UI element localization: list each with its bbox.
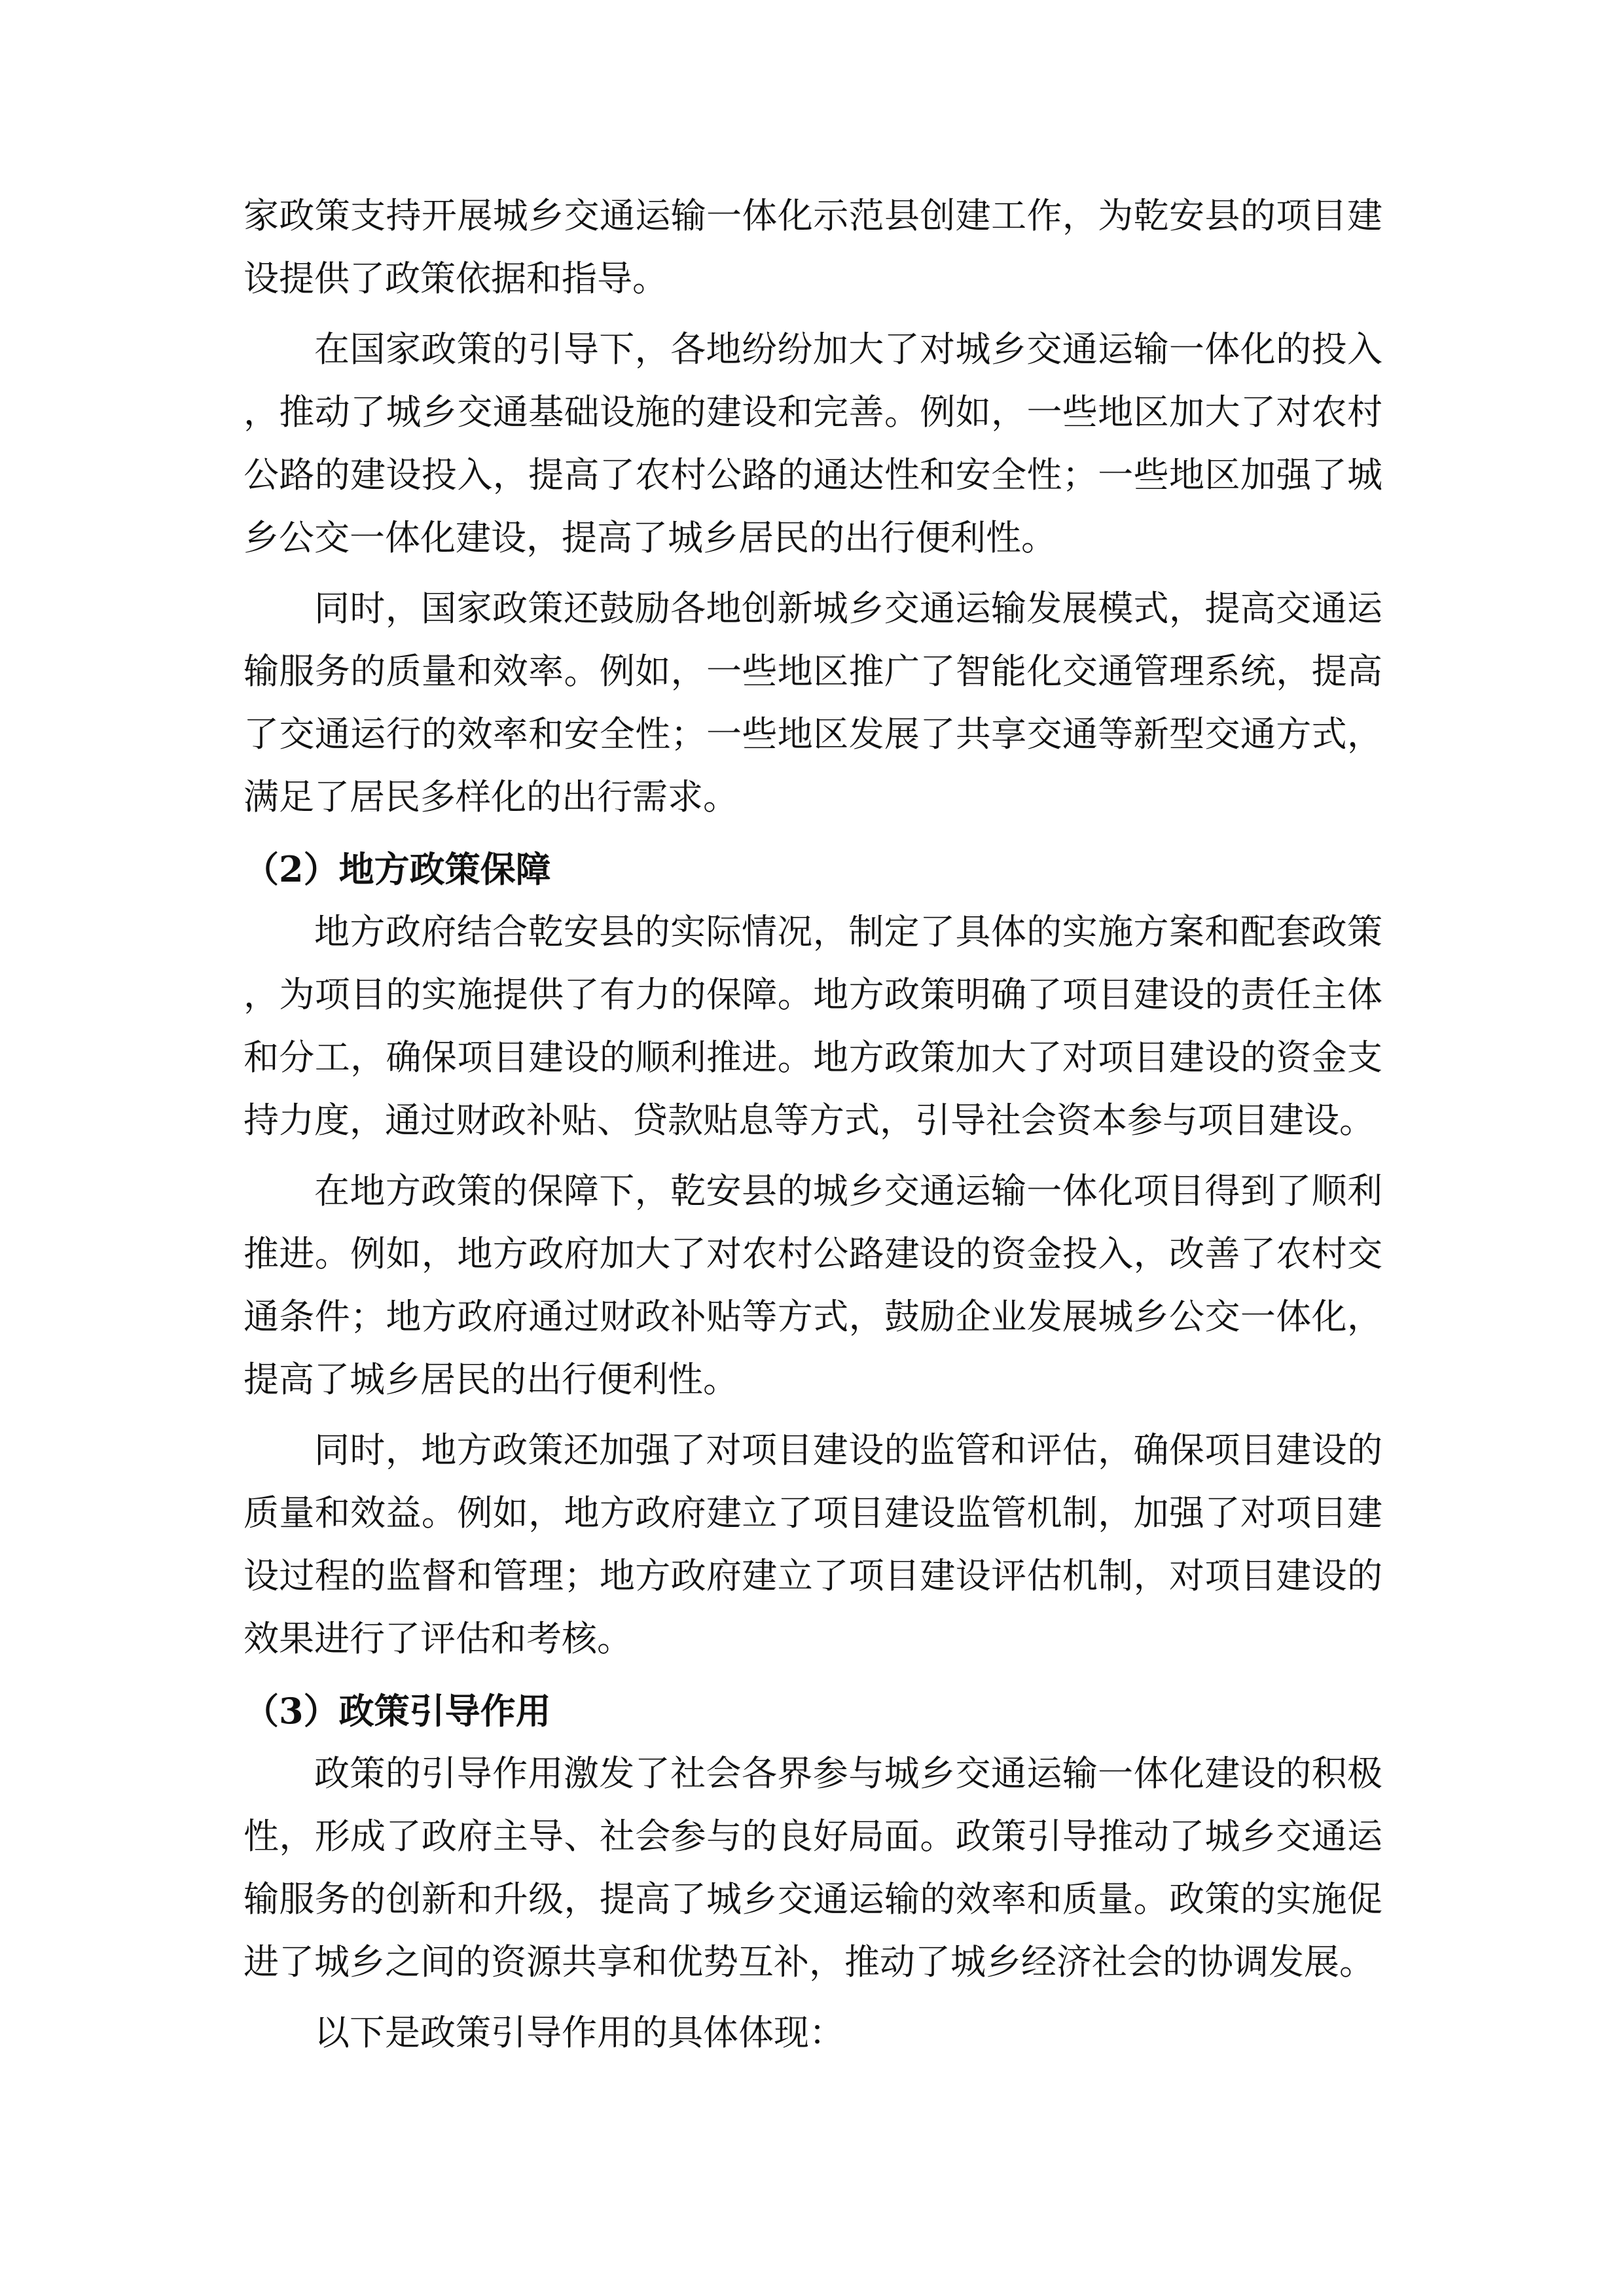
document-page: [244, 185, 1382, 2072]
paragraph-supervision: 同时，地方政策还加强了对项目建设的监管和评估，确保项目建设的质量和效益。例如，地方政府建立了项目建设监管机制，加强了对项目建设过程的监督和管理；地方政府建立了项目建设评估机制，对项目建设的效果进行了评估和考核。: [244, 1429, 1382, 1659]
paragraph-innovation-modes: 同时，国家政策还鼓励各地创新城乡交通运输发展模式，提高交通运输服务的质量和效率。例如，一些地区推广了智能化交通管理系统，提高了交通运行的效率和安全性；一些地区发展了共享交通等新型交通方式，满足了居民多样化的出行需求。: [244, 588, 1382, 817]
paragraph-policy-basis: 家政策支持开展城乡交通运输一体化示范县创建工作，为乾安县的项目建设提供了政策依据和指导。: [244, 195, 1382, 299]
section-heading-local-policy: （2）地方政策保障: [244, 848, 551, 890]
paragraph-local-plans: 地方政府结合乾安县的实际情况，制定了具体的实施方案和配套政策，为项目的实施提供了有力的保障。地方政策明确了项目建设的责任主体和分工，确保项目建设的顺利推进。地方政策加大了对项目建设的资金支持力度，通过财政补贴、贷款贴息等方式，引导社会资本参与项目建设。: [244, 911, 1382, 1141]
paragraph-following-list: 以下是政策引导作用的具体体现：: [314, 2012, 844, 2053]
paragraph-national-guidance: 在国家政策的引导下，各地纷纷加大了对城乡交通运输一体化的投入，推动了城乡交通基础设施的建设和完善。例如，一些地区加大了对农村公路的建设投入，提高了农村公路的通达性和安全性；一些地区加强了城乡公交一体化建设，提高了城乡居民的出行便利性。: [244, 329, 1382, 558]
paragraph-guidance-effect: 政策的引导作用激发了社会各界参与城乡交通运输一体化建设的积极性，形成了政府主导、社会参与的良好局面。政策引导推动了城乡交通运输服务的创新和升级，提高了城乡交通运输的效率和质量。政策的实施促进了城乡之间的资源共享和优势互补，推动了城乡经济社会的协调发展。: [244, 1753, 1382, 1982]
paragraph-local-progress: 在地方政策的保障下，乾安县的城乡交通运输一体化项目得到了顺利推进。例如，地方政府加大了对农村公路建设的资金投入，改善了农村交通条件；地方政府通过财政补贴等方式，鼓励企业发展城乡公交一体化，提高了城乡居民的出行便利性。: [244, 1170, 1382, 1400]
section-heading-policy-guidance: （3）政策引导作用: [244, 1690, 551, 1732]
